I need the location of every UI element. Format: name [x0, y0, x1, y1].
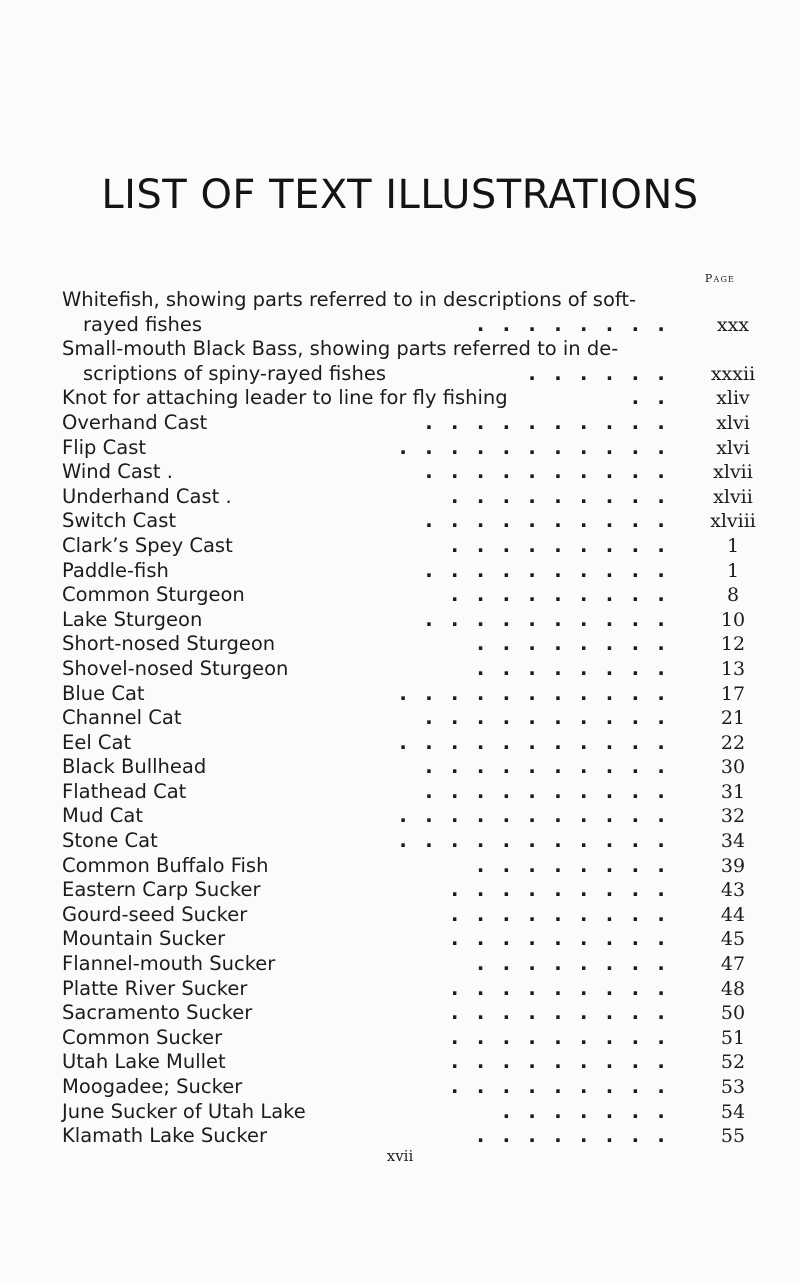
leader-dots: . . . . . . . . . . .	[399, 435, 665, 459]
entry-title: Channel Cat	[62, 706, 182, 730]
leader-dots: . . . . . . . . . . .	[399, 829, 665, 853]
entry-title: Common Buffalo Fish	[62, 853, 269, 877]
illustrations-list	[62, 288, 762, 1149]
entry-title: Whitefish, showing parts referred to in descriptions of soft-	[62, 288, 637, 311]
entry-title: Eastern Carp Sucker	[62, 878, 261, 902]
list-item	[62, 903, 762, 928]
leader-dots: . . . . . . . . . .	[425, 509, 665, 533]
entry-page-number: xxx	[716, 313, 750, 336]
page-number-footer: xvii	[386, 1147, 414, 1165]
list-item	[62, 731, 762, 756]
entry-title: Short-nosed Sturgeon	[62, 632, 276, 656]
entry-page-number: xlvi	[716, 411, 750, 434]
entry-line	[62, 731, 762, 756]
entry-page-number: 1	[726, 559, 740, 582]
leader-dots: . . . . . . . .	[476, 656, 665, 680]
leader-dots: . . . . . .	[528, 361, 665, 385]
entry-page-number: 53	[720, 1076, 746, 1098]
entry-line	[62, 534, 762, 559]
entry-title: Utah Lake Mullet	[62, 1050, 226, 1074]
entry-title: Eel Cat	[62, 730, 132, 754]
entry-line	[62, 411, 762, 436]
entry-line	[62, 632, 762, 657]
list-item	[62, 386, 762, 411]
entry-line	[62, 952, 762, 977]
list-item	[62, 682, 762, 707]
entry-title: Black Bullhead	[62, 755, 207, 779]
entry-title: Shovel-nosed Sturgeon	[62, 656, 289, 680]
entry-line	[62, 1075, 762, 1100]
entry-line	[62, 755, 762, 780]
leader-dots: . . . . . . . . . .	[425, 706, 665, 730]
leader-dots: . . . . . . . . .	[451, 533, 665, 557]
list-item	[62, 804, 762, 829]
entry-page-number: 50	[720, 1002, 746, 1025]
entry-line	[62, 288, 762, 313]
leader-dots: . . . . . . . . . .	[425, 460, 665, 484]
leader-dots: . . . . . . . .	[476, 312, 665, 336]
list-item	[62, 755, 762, 780]
leader-dots: . . . . . . . .	[476, 952, 665, 976]
entry-line	[62, 878, 762, 903]
entry-title: Klamath Lake Sucker	[62, 1124, 267, 1148]
entry-line	[62, 903, 762, 928]
list-item	[62, 952, 762, 977]
leader-dots: . . . . . . . . .	[451, 1075, 665, 1098]
entry-line	[62, 657, 762, 682]
entry-title: Sacramento Sucker	[62, 1001, 253, 1025]
entry-page-number: 51	[720, 1026, 746, 1049]
entry-line	[62, 460, 762, 485]
leader-dots: . . . . . . . . .	[451, 878, 665, 902]
list-item	[62, 632, 762, 657]
entry-title: Moogadee; Sucker	[62, 1075, 243, 1098]
list-item	[62, 485, 762, 510]
list-item	[62, 1100, 762, 1125]
entry-page-number: 1	[726, 534, 740, 557]
entry-line	[62, 1050, 762, 1075]
entry-page-number: 43	[720, 879, 746, 902]
list-item	[62, 706, 762, 731]
entry-title: Mountain Sucker	[62, 927, 226, 951]
entry-page-number: 54	[720, 1100, 746, 1123]
list-item	[62, 288, 762, 337]
list-item	[62, 583, 762, 608]
page-title: LIST OF TEXT ILLUSTRATIONS	[101, 172, 699, 218]
entry-page-number: 44	[720, 903, 746, 926]
entry-page-number: xlvii	[713, 485, 753, 508]
list-item	[62, 411, 762, 436]
entry-title: scriptions of spiny-rayed fishes	[83, 361, 386, 385]
leader-dots: . . . . . . . .	[476, 853, 665, 877]
entry-page-number: xlvii	[713, 461, 753, 484]
leader-dots: . . . . . . . .	[476, 1124, 665, 1148]
leader-dots: . . . . . . . . . .	[425, 558, 665, 582]
entry-line	[62, 337, 762, 362]
entry-page-number: xliv	[716, 387, 750, 410]
entry-line	[62, 829, 762, 854]
list-item	[62, 829, 762, 854]
entry-title: Lake Sturgeon	[62, 607, 203, 631]
list-item	[62, 1050, 762, 1075]
entry-title: Clark’s Spey Cast	[62, 533, 233, 557]
entry-title: Platte River Sucker	[62, 976, 248, 1000]
list-item	[62, 1075, 762, 1100]
list-item	[62, 1124, 762, 1149]
leader-dots: . .	[631, 386, 665, 410]
list-item	[62, 460, 762, 485]
entry-page-number: 30	[720, 756, 746, 779]
list-item	[62, 608, 762, 633]
entry-page-number: 17	[720, 682, 746, 705]
entry-title: Flannel-mouth Sucker	[62, 952, 276, 976]
leader-dots: . . . . . . . . .	[451, 583, 665, 607]
entry-page-number: 45	[720, 928, 746, 951]
leader-dots: . . . . . . .	[502, 1099, 665, 1123]
entry-page-number: 12	[720, 633, 746, 656]
entry-line	[62, 436, 762, 461]
entry-page-number: 52	[720, 1051, 746, 1074]
entry-line	[62, 1026, 762, 1051]
entry-page-number: xlvi	[716, 436, 750, 459]
entry-title: Gourd-seed Sucker	[62, 902, 248, 926]
entry-title: Mud Cat	[62, 804, 143, 828]
list-item	[62, 878, 762, 903]
entry-line	[62, 780, 762, 805]
entry-line	[62, 485, 762, 510]
list-item	[62, 534, 762, 559]
leader-dots: . . . . . . . . . .	[425, 755, 665, 779]
entry-continuation-line	[62, 362, 762, 387]
entry-title: Underhand Cast .	[62, 484, 232, 508]
entry-page-number: 34	[720, 830, 746, 853]
entry-line	[62, 854, 762, 879]
page-column-header: Page	[704, 272, 736, 285]
list-item	[62, 559, 762, 584]
list-item	[62, 780, 762, 805]
entry-title: Knot for attaching leader to line for fly fishing	[62, 386, 508, 410]
entry-line	[62, 559, 762, 584]
list-item	[62, 337, 762, 386]
entry-page-number: 55	[720, 1125, 746, 1148]
entry-continuation-line	[62, 313, 762, 338]
leader-dots: . . . . . . . . .	[451, 484, 665, 508]
entry-title: June Sucker of Utah Lake	[62, 1099, 306, 1123]
leader-dots: . . . . . . . .	[476, 632, 665, 656]
entry-line	[62, 927, 762, 952]
leader-dots: . . . . . . . . . .	[425, 410, 665, 434]
entry-page-number: 10	[720, 608, 746, 631]
entry-title: Paddle-fish	[62, 558, 169, 582]
entry-title: rayed fishes	[83, 312, 203, 336]
list-item	[62, 1026, 762, 1051]
entry-title: Flip Cast	[62, 435, 146, 459]
list-item	[62, 436, 762, 461]
entry-line	[62, 804, 762, 829]
entry-page-number: 47	[720, 953, 746, 976]
list-item	[62, 509, 762, 534]
entry-page-number: 8	[726, 584, 740, 607]
entry-line	[62, 977, 762, 1002]
entry-line	[62, 608, 762, 633]
list-item	[62, 1001, 762, 1026]
entry-page-number: 21	[720, 707, 746, 730]
entry-title: Flathead Cat	[62, 779, 187, 803]
leader-dots: . . . . . . . . . .	[425, 607, 665, 631]
leader-dots: . . . . . . . . .	[451, 927, 665, 951]
entry-line	[62, 583, 762, 608]
list-item	[62, 927, 762, 952]
leader-dots: . . . . . . . . .	[451, 902, 665, 926]
leader-dots: . . . . . . . . . . .	[399, 730, 665, 754]
entry-title: Common Sturgeon	[62, 583, 245, 607]
leader-dots: . . . . . . . . .	[451, 976, 665, 1000]
leader-dots: . . . . . . . . .	[451, 1001, 665, 1025]
entry-title: Wind Cast .	[62, 460, 173, 484]
entry-title: Overhand Cast	[62, 410, 208, 434]
list-item	[62, 854, 762, 879]
entry-page-number: 31	[720, 780, 746, 803]
entry-title: Common Sucker	[62, 1025, 223, 1049]
entry-page-number: 32	[720, 805, 746, 828]
list-item	[62, 977, 762, 1002]
entry-line	[62, 1124, 762, 1149]
entry-page-number: xlviii	[710, 510, 756, 533]
leader-dots: . . . . . . . . .	[451, 1050, 665, 1074]
entry-page-number: 22	[720, 731, 746, 754]
entry-page-number: 48	[720, 977, 746, 1000]
entry-line	[62, 1100, 762, 1125]
entry-line	[62, 706, 762, 731]
list-item	[62, 657, 762, 682]
entry-page-number: 13	[720, 657, 746, 680]
entry-page-number: xxxii	[710, 362, 756, 385]
entry-line	[62, 386, 762, 411]
entry-title: Blue Cat	[62, 681, 145, 705]
entry-line	[62, 1001, 762, 1026]
entry-title: Switch Cast	[62, 509, 177, 533]
leader-dots: . . . . . . . . . . .	[399, 804, 665, 828]
leader-dots: . . . . . . . . . . .	[399, 681, 665, 705]
entry-line	[62, 509, 762, 534]
entry-page-number: 39	[720, 854, 746, 877]
leader-dots: . . . . . . . . . .	[425, 779, 665, 803]
entry-title: Small-mouth Black Bass, showing parts referred to in de-	[62, 337, 619, 361]
entry-line	[62, 682, 762, 707]
leader-dots: . . . . . . . . .	[451, 1025, 665, 1049]
entry-title: Stone Cat	[62, 829, 158, 853]
